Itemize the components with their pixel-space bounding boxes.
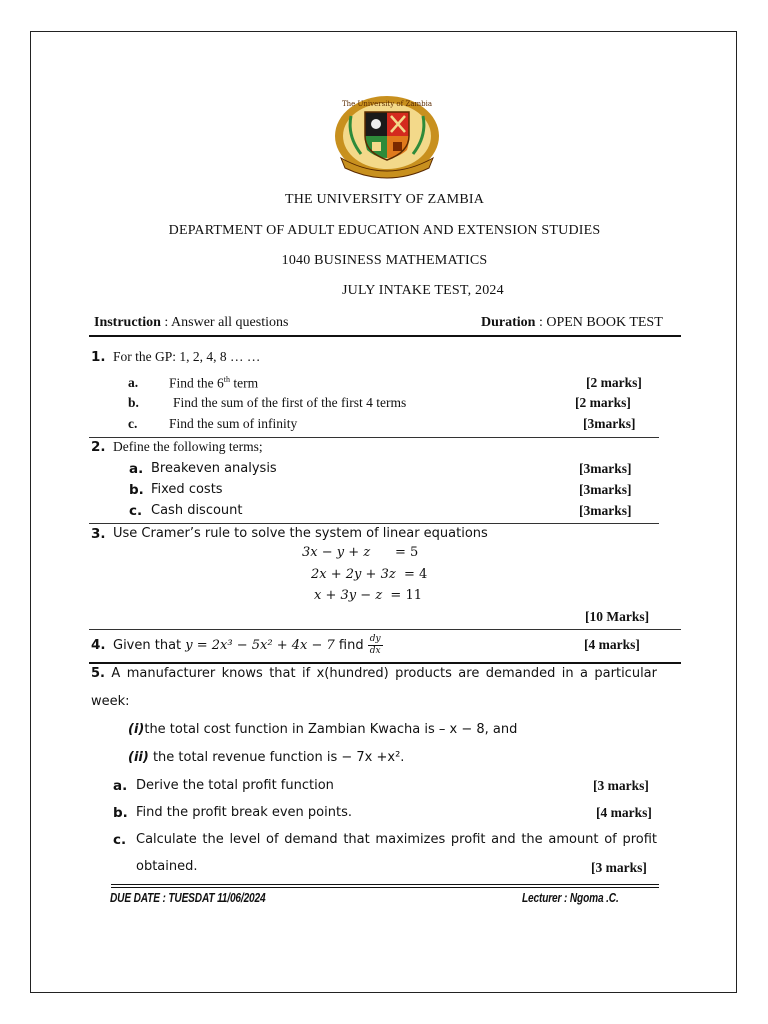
duration-label: Duration [481,315,536,330]
department-name: DEPARTMENT OF ADULT EDUCATION AND EXTENSION STUDIES [168,223,601,238]
header-divider [89,335,681,337]
instruction-label: Instruction [94,315,161,330]
q1a-label: a. [128,375,139,390]
q3-equation-1: 3x − y + z = 5 [302,545,419,560]
q3-eq3-text [314,588,422,603]
q2b-label: b. [129,482,144,498]
q2b-marks: [3marks] [579,482,632,497]
q1-stem: For the GP: 1, 2, 4, 8 … … [113,349,261,364]
q1a-marks: [2 marks] [586,375,642,390]
q4-derivative-fraction: $\frac{dy}{dx}$ [369,634,381,656]
footer-divider-bottom [111,887,659,888]
q2a-text: Breakeven analysis [151,461,277,476]
q3-equation-2: 2x + 2y + 3z = 4 [311,567,428,582]
q1-divider [89,437,659,438]
q2-divider [89,523,659,524]
q5a-label: a. [113,778,128,794]
q4-expression: y = 2x³ − 5x² + 4x − 7 [185,638,335,653]
q3-eq2-text [311,567,427,582]
q5-number: 5. [91,666,105,681]
q5b-label: b. [113,805,128,821]
q5-stem-line2: week: [91,694,130,709]
q5c-text-line2: obtained. [136,859,198,874]
q1c-marks: [3marks] [583,416,636,431]
q1a-text: Find the 6th term [169,375,259,391]
q4-stem: Given that y = 2x³ − 5x² + 4x − 7 find $\frac{dy}{dx}$ [113,634,381,656]
q3-equation-3: x + 3y − z = 11 [314,588,423,603]
duration-line [481,315,663,331]
footer-divider-top [111,884,659,885]
q5a-text: Derive the total profit function [136,778,334,793]
q1b-label: b. [128,395,139,410]
university-seal [331,92,443,184]
q1-number: 1. [91,349,106,365]
q2c-marks: [3marks] [579,503,632,518]
course-title: 1040 BUSINESS MATHEMATICS [281,253,488,268]
duration-text: : OPEN BOOK TEST [535,315,663,330]
exam-page [30,31,737,993]
q5-stem-line1: 5. A manufacturer knows that if x(hundred) products are demanded in a particular [91,666,657,681]
q1b-marks: [2 marks] [575,395,631,410]
q2c-text: Cash discount [151,503,243,518]
q1c-label: c. [128,416,138,431]
due-date: DUE DATE : TUESDAT 11/06/2024 [110,890,266,905]
q5c-label: c. [113,832,127,848]
svg-text:The University of Zambia: The University of Zambia [341,100,433,108]
q5b-marks: [4 marks] [596,805,652,820]
q5c-marks: [3 marks] [591,860,647,875]
q2-number: 2. [91,439,106,455]
q3-stem: Use Cramer’s rule to solve the system of linear equations [113,526,488,541]
q1c-text: Find the sum of infinity [169,416,298,431]
instruction-line [94,315,288,331]
q2-stem: Define the following terms; [113,439,263,454]
lecturer-name: Lecturer : Ngoma .C. [522,890,619,905]
q2a-label: a. [129,461,144,477]
instruction-text: : Answer all questions [160,315,289,330]
q3-marks: [10 Marks] [585,609,650,624]
university-seal-graphic [331,92,443,184]
q3-number: 3. [91,526,106,542]
q4-divider [89,662,681,664]
q5c-text-line1: Calculate the level of demand that maximizes profit and the amount of profit [136,832,657,847]
q4-marks: [4 marks] [584,637,640,652]
q3-divider [89,629,681,630]
q1b-text: Find the sum of the first of the first 4 terms [173,395,407,410]
test-title: JULY INTAKE TEST, 2024 [342,283,504,298]
q5b-text: Find the profit break even points. [136,805,352,820]
q5-item-ii: (ii) the total revenue function is − 7x +x². [128,750,405,765]
q2b-text: Fixed costs [151,482,223,497]
q2c-label: c. [129,503,143,519]
q2a-marks: [3marks] [579,461,632,476]
q5-item-i: (i)the total cost function in Zambian Kwacha is – x − 8, and [128,722,518,737]
q5a-marks: [3 marks] [593,778,649,793]
q4-number: 4. [91,637,106,653]
university-name: THE UNIVERSITY OF ZAMBIA [284,192,485,207]
q3-eq1-text [302,545,418,560]
